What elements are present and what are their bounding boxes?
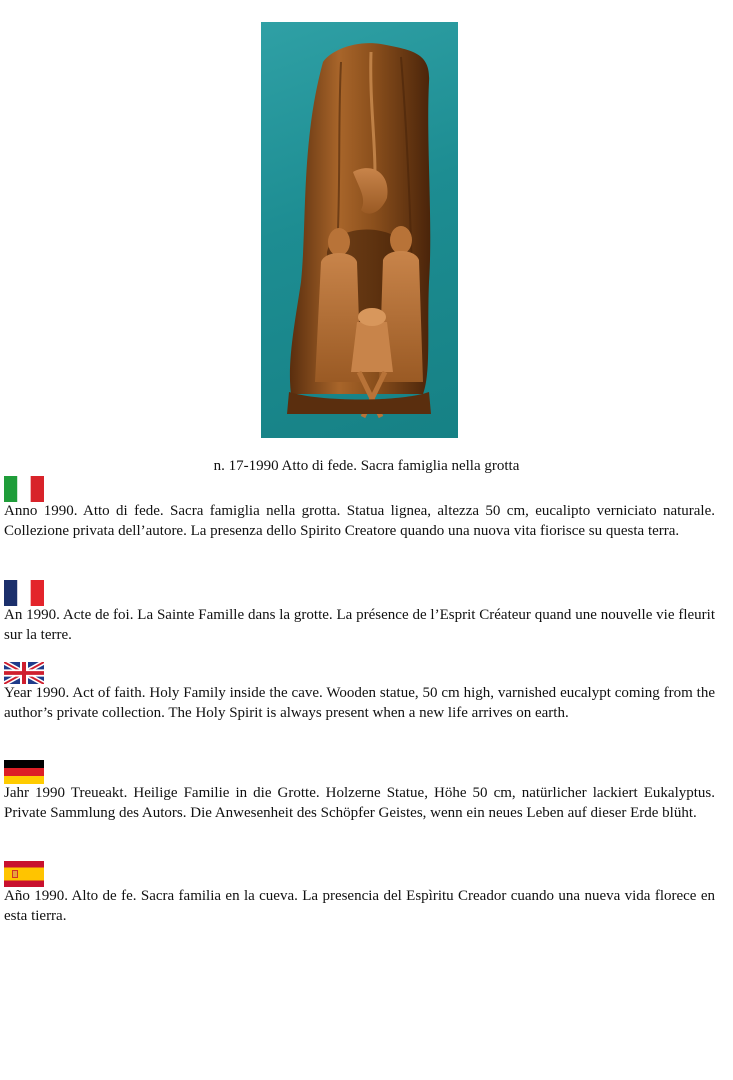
uk-flag-icon xyxy=(4,662,44,684)
sculpture-photo xyxy=(261,22,458,438)
english-description: Year 1990. Act of faith. Holy Family inside the cave. Wooden statue, 50 cm high, varnished eucalypt coming from the author’s private collection. The Holy Spirit is always present when a new life arrives on earth. xyxy=(4,685,715,721)
spain-flag-icon xyxy=(4,861,44,887)
german-description: Jahr 1990 Treueakt. Heilige Familie in die Grotte. Holzerne Statue, Höhe 50 cm, natürlicher lackiert Eukalyptus. Private Sammlung des Autors. Die Anwesenheit des Schöpfer Geistes, wenn ein neues Leben auf dieser Erde blüht. xyxy=(4,785,715,821)
spanish-description: Año 1990. Alto de fe. Sacra familia en la cueva. La presencia del Espìritu Creador cuando una nueva vida florece en esta tierra. xyxy=(4,888,715,924)
italian-description: Anno 1990. Atto di fede. Sacra famiglia nella grotta. Statua lignea, altezza 50 cm, eucalipto verniciato naturale. Collezione privata dell’autore. La presenza dello Spirito Creatore quando una nuova vita fiorisce su questa terra. xyxy=(4,503,715,539)
germany-flag-icon xyxy=(4,760,44,784)
french-description: An 1990. Acte de foi. La Sainte Famille dans la grotte. La présence de l’Esprit Créateur quand une nouvelle vie fleurit sur la terre. xyxy=(4,607,715,643)
wooden-nativity-sculpture-icon xyxy=(261,22,458,438)
france-flag-icon xyxy=(4,580,44,606)
italy-flag-icon xyxy=(4,476,44,502)
photo-caption: n. 17-1990 Atto di fede. Sacra famiglia nella grotta xyxy=(213,458,520,474)
